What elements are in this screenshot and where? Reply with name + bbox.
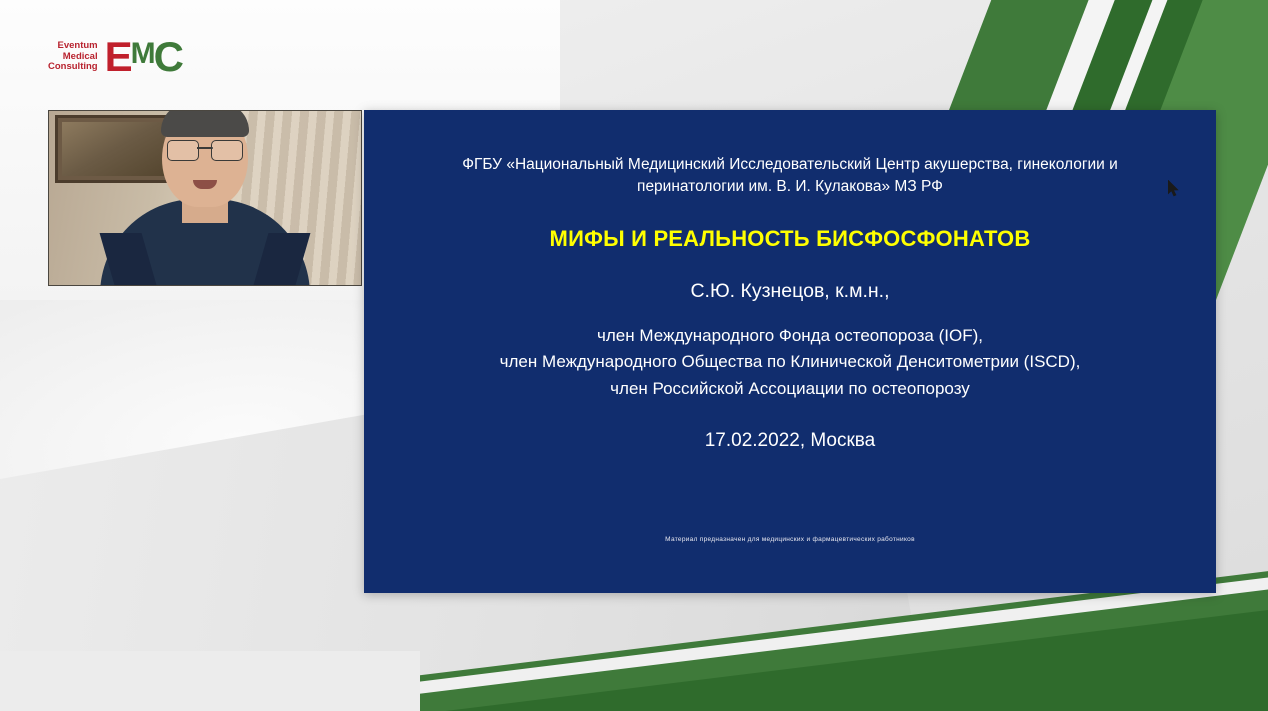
video-wall-picture <box>55 115 171 183</box>
slide-role-item: член Российской Ассоциации по остеопорозу <box>610 378 970 398</box>
logo-wordmark <box>48 41 98 73</box>
eventum-medical-consulting-logo <box>48 33 182 80</box>
logo-letter-c: C <box>153 33 182 80</box>
slide-organization: ФГБУ «Национальный Медицинский Исследовательский Центр акушерства, гинекологии и перинатологии им. В. И. Кулакова» МЗ РФ <box>462 156 1118 196</box>
slide-title: МИФЫ И РЕАЛЬНОСТЬ БИСФОСФОНАТОВ <box>549 225 1031 251</box>
glasses-lens-right <box>211 140 243 161</box>
slide-author: С.Ю. Кузнецов, к.м.н., <box>690 279 890 302</box>
logo-letter-m: M <box>130 37 154 70</box>
slide-role-item: член Международного Общества по Клинической Денситометрии (ISCD), <box>499 352 1081 372</box>
slide-date-place: 17.02.2022, Москва <box>704 429 876 451</box>
glasses-lens-left <box>167 140 199 161</box>
decor-bottom-wedge <box>0 651 420 711</box>
speaker-video-tile[interactable] <box>48 110 362 286</box>
speaker-glasses-icon <box>167 140 243 159</box>
mouse-pointer-icon <box>1168 180 1180 198</box>
slide-footnote: Материал предназначен для медицинских и фармацевтических работников <box>665 536 915 543</box>
logo-line-2: Medical <box>62 50 98 62</box>
slide-content <box>364 110 1216 593</box>
slide-roles <box>500 323 1081 402</box>
logo-line-1: Eventum <box>57 40 98 52</box>
logo-monogram-icon <box>104 33 182 80</box>
presentation-slide[interactable] <box>364 110 1216 593</box>
logo-line-3: Consulting <box>48 61 98 73</box>
video-wall-picture-inner <box>62 122 164 176</box>
speaker-hair <box>161 110 249 137</box>
logo-letter-e: E <box>104 33 131 80</box>
slide-role-item: член Международного Фонда остеопороза (IOF), <box>597 325 983 345</box>
